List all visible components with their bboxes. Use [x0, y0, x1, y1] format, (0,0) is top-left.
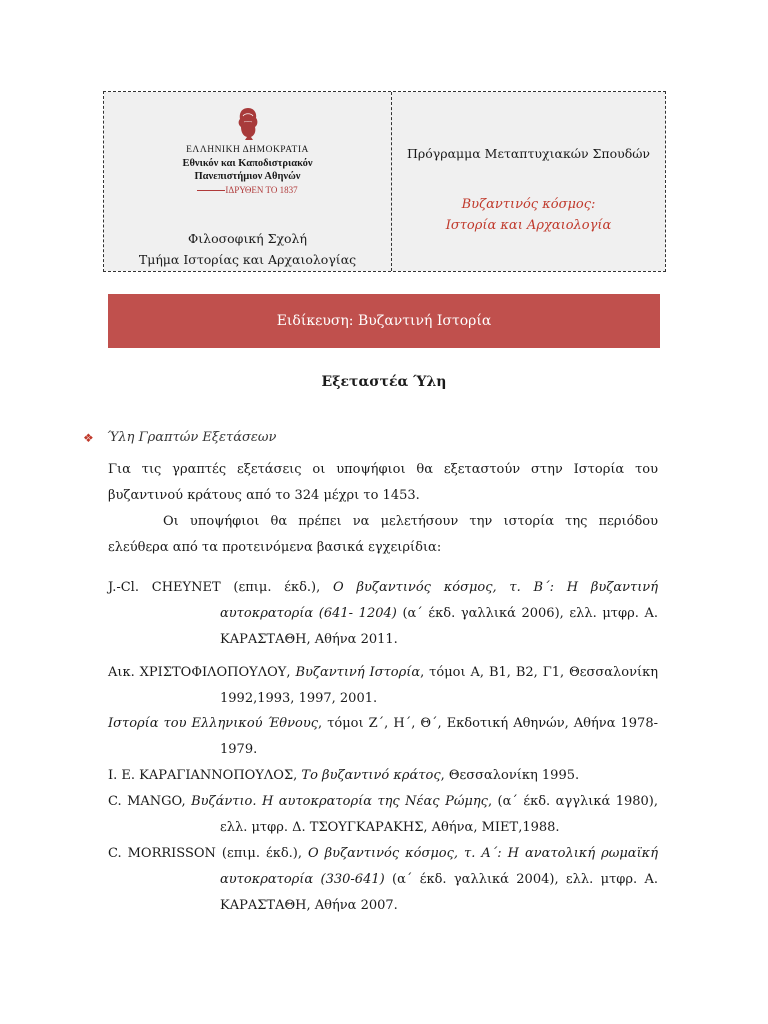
reference-details: (α΄ έκδ. γαλλικά 2006), ελλ. μτφρ. Α. ΚΑΡΑΣΤΑΘΗ, Αθήνα 2011. — [220, 606, 658, 647]
reference-item — [108, 711, 658, 763]
reference-item — [108, 763, 658, 789]
banner-text: Ειδίκευση: Βυζαντινή Ιστορία — [276, 313, 492, 329]
header-table — [103, 91, 666, 272]
specialization-banner — [108, 294, 660, 348]
reference-details: (α΄ έκδ. γαλλικά 2004), ελλ. μτφρ. Α. ΚΑΡΑΣΤΑΘΗ, Αθήνα 2007. — [220, 872, 659, 913]
reference-author: J.-Cl. CHEYNET (επιμ. έκδ.), — [108, 580, 334, 595]
reference-author: Ι. Ε. ΚΑΡΑΓΙΑΝΝΟΠΟΥΛΟΣ, — [108, 768, 302, 783]
university-name-line1: Εθνικόν και Καποδιστριακόν — [182, 158, 313, 169]
reference-author: C. MORRISSON (επιμ. έκδ.), — [108, 846, 308, 861]
reference-item — [108, 789, 658, 841]
reference-details: , Θεσσαλονίκη 1995. — [440, 768, 580, 783]
header-right-cell — [392, 92, 665, 271]
university-logo — [104, 106, 391, 197]
reference-title: Βυζάντιο. Η αυτοκρατορία της Νέας Ρώμης — [191, 794, 488, 809]
school-name: Φιλοσοφική Σχολή — [188, 231, 307, 246]
reference-title: Ιστορία του Ελληνικού Έθνους — [108, 716, 319, 731]
university-name-line2: Πανεπιστήμιον Αθηνών — [194, 171, 301, 182]
header-left-cell — [104, 92, 392, 271]
paragraph-1: Για τις γραπτές εξετάσεις οι υποψήφιοι θα εξεταστούν στην Ιστορία του βυζαντινού κράτους από το 324 μέχρι το 1453. — [108, 462, 658, 503]
bullet-label: Ύλη Γραπτών Εξετάσεων — [106, 430, 277, 445]
reference-details: , (α΄ έκδ. αγγλικά 1980), ελλ. μτφρ. Δ. ΤΣΟΥΓΚΑΡΑΚΗΣ, Αθήνα, ΜΙΕΤ,1988. — [220, 794, 658, 835]
department-name: Τμήμα Ιστορίας και Αρχαιολογίας — [138, 252, 357, 267]
reference-title: Ο βυζαντινός κόσμος, τ. Α΄: Η ανατολική ρωμαϊκή αυτοκρατορία (330-641) — [220, 846, 658, 887]
reference-details: , τόμοι Ζ΄, Η΄, Θ΄, Εκδοτική Αθηνών, Αθήνα 1978-1979. — [220, 716, 658, 757]
program-name: Πρόγραμμα Μεταπτυχιακών Σπουδών — [406, 146, 651, 161]
reference-item — [108, 660, 658, 712]
course-title — [392, 194, 665, 236]
reference-title: Το βυζαντινό κράτος — [301, 768, 441, 783]
reference-author: C. MANGO, — [108, 794, 192, 809]
reference-details: , τόμοι Α, Β1, Β2, Γ1, Θεσσαλονίκη 1992,1993, 1997, 2001. — [220, 665, 659, 706]
republic-label: ΕΛΛΗΝΙΚΗ ΔΗΜΟΚΡΑΤΙΑ — [186, 145, 309, 155]
reference-item — [108, 575, 658, 653]
founded-rule — [197, 190, 225, 191]
reference-item — [108, 841, 658, 919]
founded-text: ΙΔΡΥΘΕΝ ΤΟ 1837 — [225, 185, 298, 195]
athena-head-logo-icon — [235, 106, 261, 142]
school-block — [104, 228, 391, 270]
bullet-heading — [83, 430, 276, 445]
course-title-line2: Ιστορία και Αρχαιολογία — [445, 218, 612, 233]
reference-title: Βυζαντινή Ιστορία — [295, 665, 421, 680]
paragraph-2: Οι υποψήφιοι θα πρέπει να μελετήσουν την ιστορία της περιόδου ελεύθερα από τα προτεινόμενα βασικά εγχειρίδια: — [108, 514, 658, 555]
founded-label — [104, 184, 391, 197]
reference-author: Αικ. ΧΡΙΣΤΟΦΙΛΟΠΟΥΛΟΥ, — [108, 665, 296, 680]
section-title: Εξεταστέα Ύλη — [321, 374, 447, 390]
reference-title: Ο βυζαντινός κόσμος, τ. Β΄: Η βυζαντινή αυτοκρατορία (641- 1204) — [220, 580, 658, 621]
diamond-bullet-icon: ❖ — [83, 430, 94, 445]
course-title-line1: Βυζαντινός κόσμος: — [461, 197, 596, 212]
